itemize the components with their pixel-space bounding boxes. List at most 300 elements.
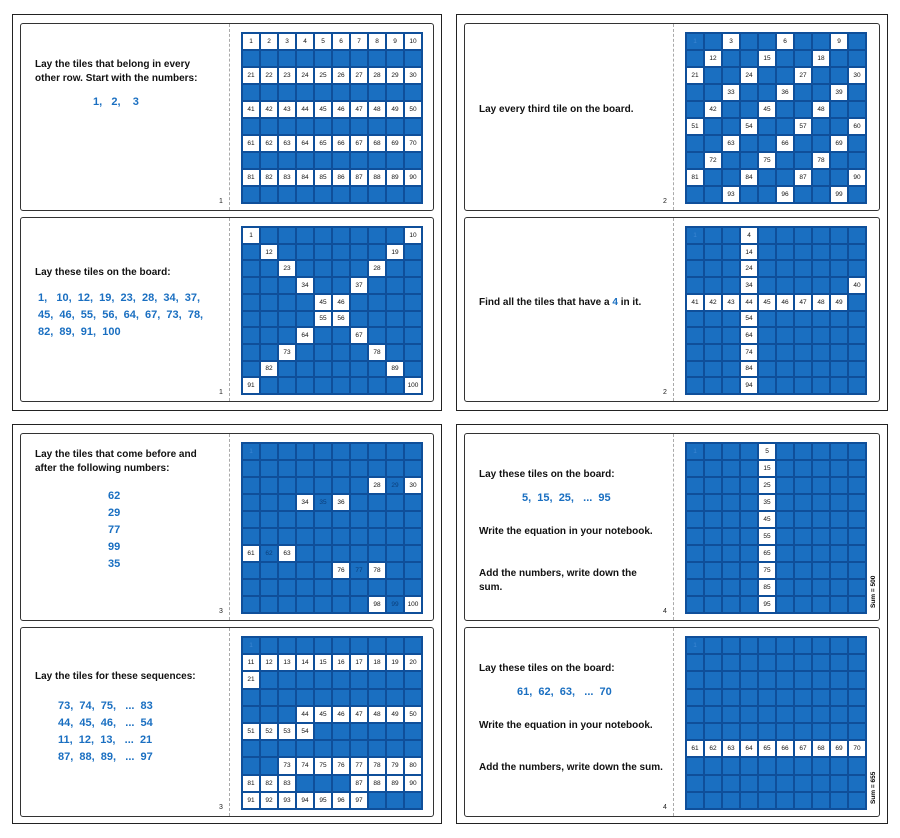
number-tile[interactable]: 48 [368,706,386,723]
empty-square[interactable] [368,689,386,706]
empty-square[interactable] [740,775,758,792]
number-tile[interactable]: 78 [368,344,386,361]
empty-square[interactable] [368,443,386,460]
empty-square[interactable] [386,494,404,511]
empty-square[interactable] [776,654,794,671]
empty-square[interactable] [686,327,704,344]
empty-square[interactable] [314,361,332,378]
empty-square[interactable] [686,511,704,528]
empty-square[interactable] [242,562,260,579]
empty-square[interactable] [404,344,422,361]
empty-square[interactable] [704,654,722,671]
number-tile[interactable]: 91 [242,792,260,809]
empty-square[interactable] [404,460,422,477]
empty-square[interactable] [848,775,866,792]
empty-square[interactable] [404,84,422,101]
empty-square[interactable] [332,443,350,460]
empty-square[interactable] [722,706,740,723]
empty-square[interactable] [368,723,386,740]
number-tile[interactable]: 20 [404,654,422,671]
empty-square[interactable] [278,244,296,261]
empty-square[interactable]: 29 [386,477,404,494]
empty-square[interactable] [278,361,296,378]
number-tile[interactable]: 46 [332,706,350,723]
number-tile[interactable]: 45 [758,101,776,118]
empty-square[interactable] [848,671,866,688]
empty-square[interactable] [368,528,386,545]
number-tile[interactable]: 42 [704,101,722,118]
empty-square[interactable] [812,689,830,706]
empty-square[interactable] [386,118,404,135]
empty-square[interactable] [812,654,830,671]
empty-square[interactable] [296,361,314,378]
empty-square[interactable] [386,637,404,654]
empty-square[interactable] [758,277,776,294]
empty-square[interactable] [794,443,812,460]
empty-square[interactable] [686,775,704,792]
empty-square[interactable] [686,545,704,562]
empty-square[interactable] [848,528,866,545]
empty-square[interactable] [350,118,368,135]
number-tile[interactable]: 88 [368,775,386,792]
empty-square[interactable] [830,67,848,84]
empty-square[interactable] [812,118,830,135]
empty-square[interactable] [848,706,866,723]
empty-square[interactable] [350,477,368,494]
empty-square[interactable] [776,311,794,328]
empty-square[interactable] [296,152,314,169]
empty-square[interactable] [296,294,314,311]
number-tile[interactable]: 90 [404,169,422,186]
number-tile[interactable]: 25 [758,477,776,494]
empty-square[interactable] [296,511,314,528]
number-tile[interactable]: 73 [278,344,296,361]
empty-square[interactable] [278,443,296,460]
empty-square[interactable] [350,443,368,460]
number-tile[interactable]: 85 [314,169,332,186]
empty-square[interactable] [296,443,314,460]
empty-square[interactable] [704,443,722,460]
empty-square[interactable] [794,344,812,361]
empty-square[interactable] [260,757,278,774]
empty-square[interactable] [848,757,866,774]
empty-square[interactable] [260,706,278,723]
empty-square[interactable] [758,654,776,671]
empty-square[interactable] [314,579,332,596]
empty-square[interactable] [704,596,722,613]
empty-square[interactable] [758,244,776,261]
empty-square[interactable] [242,277,260,294]
empty-square[interactable] [812,775,830,792]
empty-square[interactable] [776,443,794,460]
number-tile[interactable]: 34 [296,277,314,294]
empty-square[interactable] [830,344,848,361]
number-tile[interactable]: 90 [848,169,866,186]
empty-square[interactable] [722,327,740,344]
empty-square[interactable] [830,50,848,67]
empty-square[interactable] [776,511,794,528]
empty-square[interactable] [758,377,776,394]
number-tile[interactable]: 21 [242,671,260,688]
empty-square[interactable] [332,460,350,477]
empty-square[interactable] [758,344,776,361]
empty-square[interactable] [368,186,386,203]
empty-square[interactable] [386,377,404,394]
empty-square[interactable] [704,637,722,654]
empty-square[interactable] [830,757,848,774]
empty-square[interactable] [776,460,794,477]
empty-square[interactable] [686,50,704,67]
number-tile[interactable]: 67 [794,740,812,757]
empty-square[interactable] [794,757,812,774]
number-tile[interactable]: 40 [848,277,866,294]
empty-square[interactable] [812,443,830,460]
empty-square[interactable] [404,637,422,654]
empty-square[interactable] [314,377,332,394]
empty-square[interactable] [350,671,368,688]
number-tile[interactable]: 60 [848,118,866,135]
number-tile[interactable]: 36 [332,494,350,511]
empty-square[interactable] [794,50,812,67]
empty-square[interactable] [242,152,260,169]
empty-square[interactable] [812,545,830,562]
empty-square[interactable] [260,377,278,394]
empty-square[interactable] [404,50,422,67]
empty-square[interactable] [332,477,350,494]
empty-square[interactable] [368,579,386,596]
empty-square[interactable] [740,671,758,688]
empty-square[interactable] [704,277,722,294]
empty-square[interactable] [776,757,794,774]
number-tile[interactable]: 7 [350,33,368,50]
number-tile[interactable]: 79 [386,757,404,774]
empty-square[interactable] [332,227,350,244]
number-tile[interactable]: 46 [332,294,350,311]
empty-square[interactable] [794,186,812,203]
empty-square[interactable] [260,494,278,511]
empty-square[interactable] [242,244,260,261]
empty-square[interactable] [260,84,278,101]
number-tile[interactable]: 54 [296,723,314,740]
number-tile[interactable]: 14 [740,244,758,261]
empty-square[interactable] [704,689,722,706]
empty-square[interactable] [776,706,794,723]
number-tile[interactable]: 96 [776,186,794,203]
number-tile[interactable]: 47 [350,101,368,118]
number-tile[interactable]: 49 [386,101,404,118]
empty-square[interactable] [704,84,722,101]
number-tile[interactable]: 100 [404,596,422,613]
number-tile[interactable]: 26 [332,67,350,84]
number-tile[interactable]: 82 [260,169,278,186]
empty-square[interactable] [830,277,848,294]
empty-square[interactable] [848,596,866,613]
empty-square[interactable] [848,511,866,528]
empty-square[interactable] [704,775,722,792]
empty-square[interactable] [722,244,740,261]
empty-square[interactable] [776,792,794,809]
empty-square[interactable] [758,792,776,809]
number-tile[interactable]: 66 [776,135,794,152]
empty-square[interactable] [794,460,812,477]
empty-square[interactable] [368,227,386,244]
number-tile[interactable]: 18 [812,50,830,67]
empty-square[interactable] [314,186,332,203]
number-tile[interactable]: 3 [722,33,740,50]
empty-square[interactable] [350,186,368,203]
empty-square[interactable] [686,757,704,774]
empty-square[interactable] [722,723,740,740]
number-tile[interactable]: 24 [740,67,758,84]
empty-square[interactable] [704,671,722,688]
empty-square[interactable] [776,579,794,596]
empty-square[interactable] [278,706,296,723]
empty-square[interactable] [242,294,260,311]
number-tile[interactable]: 30 [404,477,422,494]
empty-square[interactable] [812,33,830,50]
empty-square[interactable] [350,294,368,311]
empty-square[interactable] [812,579,830,596]
number-tile[interactable]: 68 [368,135,386,152]
empty-square[interactable] [704,377,722,394]
number-tile[interactable]: 14 [296,654,314,671]
empty-square[interactable] [812,135,830,152]
empty-square[interactable]: 62 [260,545,278,562]
number-tile[interactable]: 81 [242,169,260,186]
empty-square[interactable] [314,118,332,135]
empty-square[interactable] [848,152,866,169]
empty-square[interactable] [848,294,866,311]
empty-square[interactable] [830,101,848,118]
number-tile[interactable]: 97 [350,792,368,809]
number-tile[interactable]: 42 [260,101,278,118]
empty-square[interactable] [722,50,740,67]
empty-square[interactable] [794,579,812,596]
empty-square[interactable] [404,545,422,562]
empty-square[interactable] [386,186,404,203]
number-tile[interactable]: 4 [740,227,758,244]
number-tile[interactable]: 45 [758,294,776,311]
empty-square[interactable] [686,186,704,203]
number-tile[interactable]: 2 [260,33,278,50]
empty-square[interactable] [242,528,260,545]
empty-square[interactable] [794,227,812,244]
empty-square[interactable] [722,101,740,118]
empty-square[interactable] [332,344,350,361]
number-tile[interactable]: 19 [386,244,404,261]
empty-square[interactable]: 1 [686,33,704,50]
empty-square[interactable] [350,637,368,654]
empty-square[interactable] [794,637,812,654]
empty-square[interactable] [332,596,350,613]
empty-square[interactable] [740,50,758,67]
empty-square[interactable] [242,460,260,477]
empty-square[interactable] [812,169,830,186]
empty-square[interactable] [758,723,776,740]
number-tile[interactable]: 44 [296,706,314,723]
empty-square[interactable] [368,740,386,757]
empty-square[interactable] [386,689,404,706]
empty-square[interactable] [722,277,740,294]
empty-square[interactable] [386,50,404,67]
empty-square[interactable] [722,477,740,494]
empty-square[interactable] [794,654,812,671]
empty-square[interactable] [848,327,866,344]
empty-square[interactable] [314,443,332,460]
empty-square[interactable] [278,637,296,654]
empty-square[interactable] [830,775,848,792]
number-tile[interactable]: 54 [740,118,758,135]
empty-square[interactable] [686,460,704,477]
number-tile[interactable]: 92 [260,792,278,809]
number-tile[interactable]: 55 [314,311,332,328]
empty-square[interactable] [368,671,386,688]
empty-square[interactable] [758,757,776,774]
number-tile[interactable]: 99 [830,186,848,203]
empty-square[interactable] [740,596,758,613]
empty-square[interactable] [812,244,830,261]
empty-square[interactable] [830,377,848,394]
empty-square[interactable] [368,377,386,394]
empty-square[interactable] [722,792,740,809]
empty-square[interactable] [740,545,758,562]
number-tile[interactable]: 30 [848,67,866,84]
number-tile[interactable]: 47 [350,706,368,723]
number-tile[interactable]: 49 [830,294,848,311]
empty-square[interactable] [386,562,404,579]
empty-square[interactable] [812,84,830,101]
empty-square[interactable] [260,671,278,688]
empty-square[interactable] [830,460,848,477]
number-tile[interactable]: 95 [314,792,332,809]
empty-square[interactable] [830,637,848,654]
empty-square[interactable] [758,186,776,203]
empty-square[interactable] [776,494,794,511]
empty-square[interactable] [386,311,404,328]
empty-square[interactable] [758,33,776,50]
empty-square[interactable] [404,579,422,596]
empty-square[interactable] [686,562,704,579]
empty-square[interactable] [776,118,794,135]
empty-square[interactable] [404,118,422,135]
empty-square[interactable] [260,277,278,294]
empty-square[interactable] [332,723,350,740]
empty-square[interactable]: 1 [686,227,704,244]
number-tile[interactable]: 21 [686,67,704,84]
empty-square[interactable] [686,723,704,740]
number-tile[interactable]: 87 [350,775,368,792]
empty-square[interactable] [722,118,740,135]
empty-square[interactable] [794,260,812,277]
number-tile[interactable]: 82 [260,361,278,378]
empty-square[interactable] [404,152,422,169]
empty-square[interactable] [812,528,830,545]
empty-square[interactable] [812,327,830,344]
empty-square[interactable] [350,50,368,67]
empty-square[interactable] [368,494,386,511]
number-tile[interactable]: 6 [776,33,794,50]
empty-square[interactable] [686,792,704,809]
number-tile[interactable]: 66 [332,135,350,152]
number-tile[interactable]: 5 [314,33,332,50]
empty-square[interactable] [758,135,776,152]
number-tile[interactable]: 11 [242,654,260,671]
empty-square[interactable] [848,227,866,244]
empty-square[interactable] [686,706,704,723]
empty-square[interactable] [758,637,776,654]
empty-square[interactable] [296,671,314,688]
empty-square[interactable] [722,671,740,688]
empty-square[interactable] [740,33,758,50]
empty-square[interactable] [740,460,758,477]
number-tile[interactable]: 66 [776,740,794,757]
empty-square[interactable] [722,152,740,169]
empty-square[interactable] [776,227,794,244]
empty-square[interactable] [260,689,278,706]
number-tile[interactable]: 5 [758,443,776,460]
number-tile[interactable]: 4 [296,33,314,50]
empty-square[interactable] [812,723,830,740]
empty-square[interactable] [314,562,332,579]
empty-square[interactable] [848,361,866,378]
number-tile[interactable]: 61 [686,740,704,757]
empty-square[interactable] [830,562,848,579]
empty-square[interactable] [758,327,776,344]
empty-square[interactable] [740,494,758,511]
empty-square[interactable] [404,671,422,688]
empty-square[interactable] [722,528,740,545]
empty-square[interactable] [332,377,350,394]
number-tile[interactable]: 45 [314,706,332,723]
empty-square[interactable] [776,101,794,118]
empty-square[interactable] [758,67,776,84]
number-tile[interactable]: 69 [386,135,404,152]
empty-square[interactable] [278,227,296,244]
empty-square[interactable] [812,377,830,394]
empty-square[interactable] [278,327,296,344]
number-tile[interactable]: 43 [722,294,740,311]
empty-square[interactable] [332,118,350,135]
empty-square[interactable] [848,637,866,654]
number-tile[interactable]: 25 [314,67,332,84]
number-tile[interactable]: 28 [368,477,386,494]
empty-square[interactable] [368,311,386,328]
empty-square[interactable] [332,511,350,528]
empty-square[interactable] [242,579,260,596]
empty-square[interactable] [704,792,722,809]
empty-square[interactable] [812,637,830,654]
empty-square[interactable] [740,706,758,723]
empty-square[interactable] [260,596,278,613]
empty-square[interactable] [794,33,812,50]
empty-square[interactable] [278,528,296,545]
empty-square[interactable] [830,545,848,562]
empty-square[interactable] [848,689,866,706]
number-tile[interactable]: 84 [296,169,314,186]
empty-square[interactable] [260,740,278,757]
empty-square[interactable] [332,579,350,596]
empty-square[interactable] [404,723,422,740]
empty-square[interactable] [386,723,404,740]
empty-square[interactable] [758,311,776,328]
empty-square[interactable] [278,579,296,596]
empty-square[interactable] [704,511,722,528]
empty-square[interactable]: 35 [314,494,332,511]
empty-square[interactable] [368,511,386,528]
empty-square[interactable] [314,528,332,545]
empty-square[interactable] [314,545,332,562]
empty-square[interactable] [830,511,848,528]
